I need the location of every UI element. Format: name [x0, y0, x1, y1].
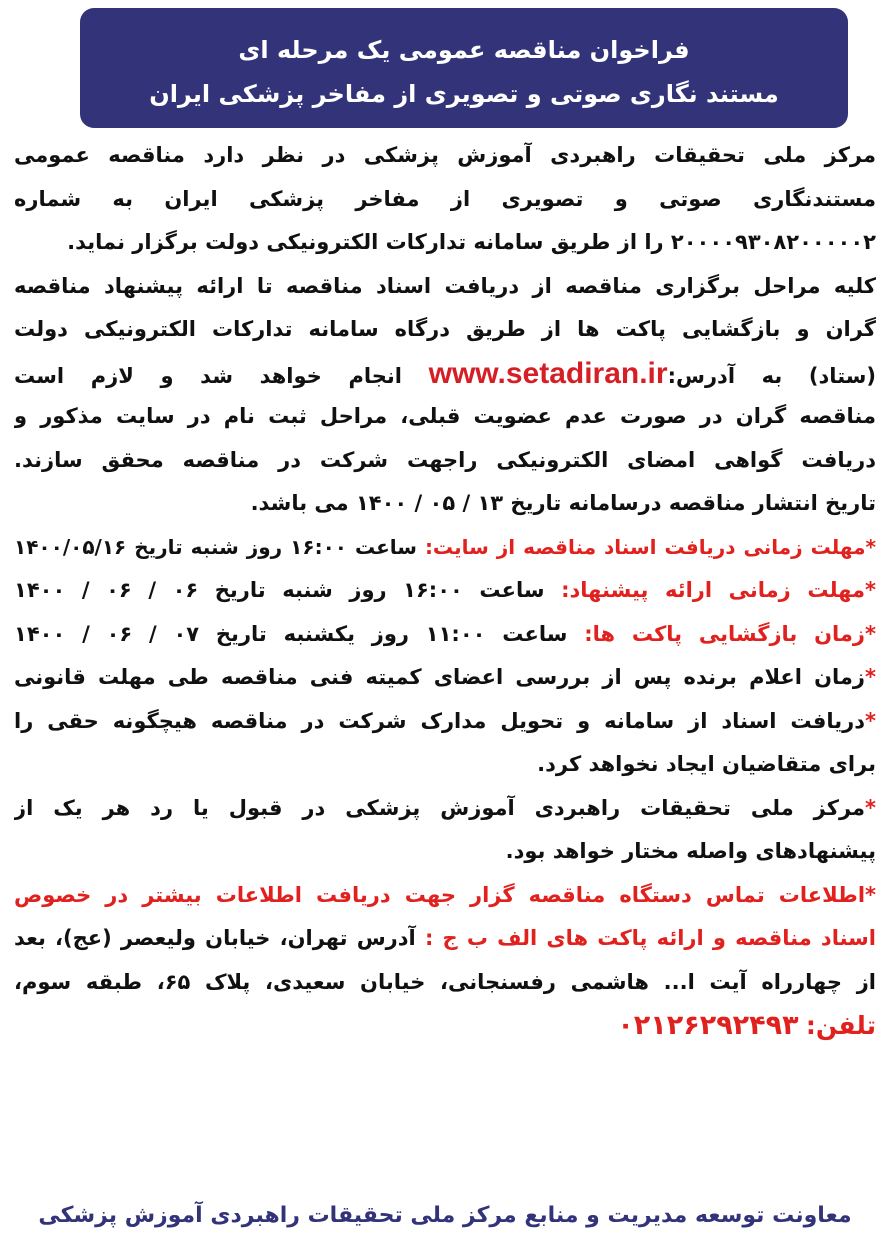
bullet-star-icon: *: [865, 795, 876, 820]
phone-number[interactable]: ۰۲۱۲۶۲۹۲۴۹۳: [617, 1010, 799, 1041]
winner-announcement: [14, 656, 876, 700]
contact-address-line-1: [14, 917, 876, 961]
deadline-proposal: [14, 569, 876, 613]
deadline-opening: [14, 613, 876, 657]
deadline-documents: [14, 526, 876, 570]
phone-label: تلفن:: [805, 1011, 876, 1040]
contact-address: آدرس تهران، خیابان ولیعصر (عج)، بعد: [14, 926, 416, 950]
process-line-2: گران و بازگشایی پاکت ها از طریق درگاه سامانه تدارکات الکترونیکی دولت: [14, 317, 876, 341]
notice-body: [14, 134, 876, 1048]
bullet-star-icon: *: [865, 665, 876, 689]
intro-line-3: ۲۰۰۰۰۹۳۰۸۲۰۰۰۰۰۲ را از طریق سامانه تدارکات الکترونیکی دولت برگزار نماید.: [67, 230, 876, 254]
contact-address-line-2: از چهارراه آیت ا... هاشمی رفسنجانی، خیابان سعیدی، پلاک ۶۵، طبقه سوم،: [14, 969, 876, 994]
deadline-value: ساعت ۱۶:۰۰ روز شنبه تاریخ ۰۶ / ۰۶ / ۱۴۰۰: [14, 578, 545, 602]
intro-line-1: مرکز ملی تحقیقات راهبردی آموزش پزشکی در نظر دارد مناقصه عمومی: [14, 143, 876, 167]
process-line-3: [14, 352, 876, 396]
bullet-star-icon: *: [865, 621, 876, 646]
publish-date: تاریخ انتشار مناقصه درسامانه تاریخ ۱۳ / ۰۵ / ۱۴۰۰ می باشد.: [250, 491, 876, 515]
footer-organization: معاونت توسعه مدیریت و منابع مرکز ملی تحقیقات راهبردی آموزش پزشکی: [38, 1203, 852, 1228]
deadline-label: مهلت زمانی ارائه پیشنهاد:: [561, 578, 866, 602]
contact-heading-text: اطلاعات تماس دستگاه مناقصه گزار جهت دریافت اطلاعات بیشتر در خصوص: [14, 882, 866, 907]
winner-text: زمان اعلام برنده پس از بررسی اعضای کمیته فنی مناقصه طی مهلت قانونی: [14, 665, 866, 689]
bullet-star-icon: *: [865, 578, 876, 602]
process-line-5: دریافت گواهی امضای الکترونیکی راجهت شرکت در مناقصه محقق سازند.: [14, 447, 876, 472]
choice-note-line-2: پیشنهادهای واصله مختار خواهد بود.: [505, 839, 876, 863]
process-line-4: مناقصه گران در صورت عدم عضویت قبلی، مراحل ثبت نام در سایت مذکور و: [14, 404, 876, 428]
deadline-label: مهلت زمانی دریافت اسناد مناقصه از سایت:: [424, 534, 866, 559]
intro-line-2: مستندنگاری صوتی و تصویری از مفاخر پزشکی ایران به شماره: [14, 186, 876, 211]
title-line-1: فراخوان مناقصه عمومی یک مرحله ای: [238, 36, 690, 64]
deadline-label: زمان بازگشایی پاکت ها:: [584, 621, 866, 646]
address-prefix: (ستاد) به آدرس:: [667, 363, 876, 388]
process-line-1: کلیه مراحل برگزاری مناقصه از دریافت اسناد مناقصه تا ارائه پیشنهاد مناقصه: [14, 273, 876, 298]
address-suffix: انجام خواهد شد و لازم است: [14, 363, 402, 388]
receive-text: دریافت اسناد از سامانه و تحویل مدارک شرکت در مناقصه هیچگونه حقی را: [14, 708, 866, 733]
choice-text: مرکز ملی تحقیقات راهبردی آموزش پزشکی در قبول یا رد هر یک از: [14, 795, 866, 820]
bullet-star-icon: *: [865, 534, 876, 559]
deadline-value: ساعت ۱۱:۰۰ روز یکشنبه تاریخ ۰۷ / ۰۶ / ۱۴۰۰: [14, 621, 568, 646]
bullet-star-icon: *: [865, 708, 876, 733]
bullet-star-icon: *: [865, 882, 876, 907]
phone-line: [14, 1004, 876, 1048]
deadline-value: ساعت ۱۶:۰۰ روز شنبه تاریخ ۱۴۰۰/۰۵/۱۶: [14, 534, 417, 559]
receive-note-line-1: [14, 700, 876, 744]
title-line-2: مستند نگاری صوتی و تصویری از مفاخر پزشکی ایران: [149, 80, 779, 108]
setad-url-link[interactable]: www.setadiran.ir: [428, 356, 668, 390]
contact-subject: اسناد مناقصه و ارائه پاکت های الف ب ج :: [424, 926, 876, 950]
title-banner: [80, 8, 848, 128]
contact-heading: [14, 874, 876, 918]
choice-note-line-1: [14, 787, 876, 831]
receive-note-line-2: برای متقاضیان ایجاد نخواهد کرد.: [537, 752, 876, 776]
